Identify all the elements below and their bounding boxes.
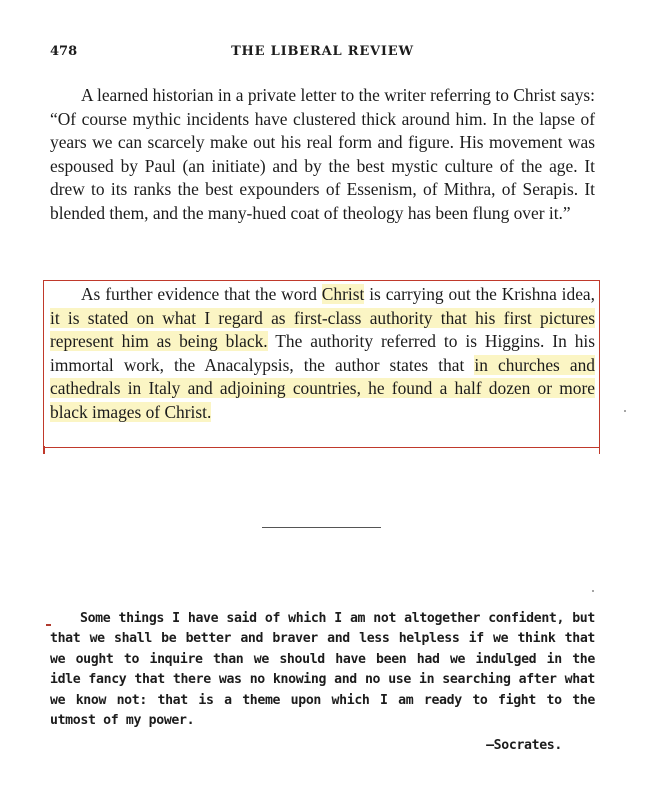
margin-speck (592, 590, 594, 592)
page-header (50, 44, 595, 64)
paragraph2-text-3: The authority referred to is Higgins. In his immortal work, the Anacalypsis, the author states that (50, 331, 595, 375)
page-number: 478 (50, 44, 78, 59)
margin-speck (624, 410, 626, 412)
paragraph2-text-1: As further evidence that the word (81, 284, 322, 304)
paragraph2-text-2: is carrying out the Krishna idea, (364, 284, 595, 304)
running-head: THE LIBERAL REVIEW (231, 44, 414, 59)
annotation-box-tail-left (43, 446, 45, 454)
paragraph-black-christ-evidence (50, 283, 595, 425)
section-divider (262, 527, 381, 528)
annotation-box-tail-right (599, 446, 601, 454)
epigraph-quote: Some things I have said of which I am not altogether confident, but that we shall be better and braver and less helpless if we think that we ought to inquire than we should have been had we indulged in the idle fancy that there was no knowing and no use in searching after what we know not: that is a theme upon which I am ready to fight to the utmost of my power. (50, 611, 595, 729)
highlight-black-images: in churches and cathedrals in Italy and adjoining countries, he found a half dozen or more black images of Christ. (50, 354, 595, 422)
highlight-first-pictures: it is stated on what I regard as first-class authority that his first pictures represent him as being black. (50, 307, 595, 352)
highlight-christ: Christ (321, 284, 365, 304)
paragraph-historian-letter: A learned historian in a private letter to the writer referring to Christ says: “Of course mythic incidents have clustered thick around him. In the lapse of years we can scarcely make out his real form and figure. His movement was espoused by Paul (an initiate) and by the best mystic culture of the age. It drew to its ranks the best expounders of Essenism, of Mithra, of Serapis. It blended them, and the many-hued coat of theology has been flung over it.” (50, 85, 595, 223)
quote-attribution: —Socrates. (486, 738, 562, 753)
